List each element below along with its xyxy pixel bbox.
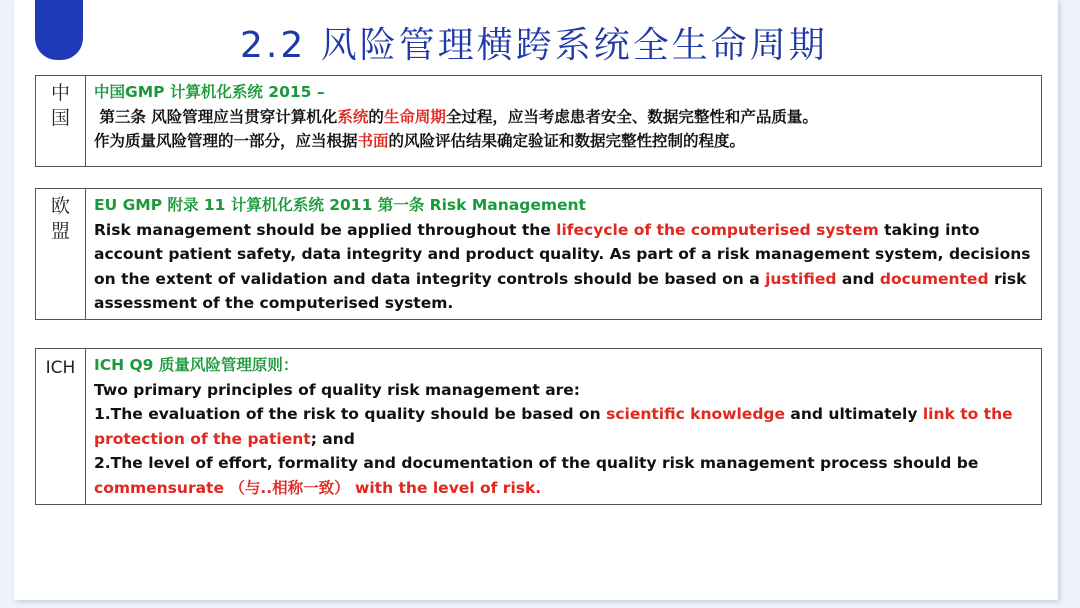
corner-tab-decoration <box>35 0 83 60</box>
china-line1-highlight-lifecycle: 生命周期 <box>383 107 446 126</box>
eu-heading: EU GMP 附录 11 计算机化系统 2011 第一条 Risk Management <box>94 196 586 214</box>
china-label-line1: 中 <box>50 82 70 104</box>
china-line1-text-a: 第三条 风险管理应当贯穿计算机化 <box>99 107 338 126</box>
eu-content <box>86 189 1041 319</box>
ich-principle-1 <box>94 402 1033 451</box>
eu-label-line2: 盟 <box>50 220 70 242</box>
eu-highlight-documented: documented <box>879 269 989 288</box>
ich-highlight-patient-protection: link to the protection of the patient <box>94 405 1013 448</box>
china-line1 <box>94 105 1033 130</box>
ich-intro-text: Two primary principles of quality risk management are: <box>94 380 581 399</box>
eu-body-text-b: taking into account patient safety, data integrity and product quality. As part of a risk management system, decisions on the extent of validation and data integrity controls should be based on a <box>94 220 1031 288</box>
ich-label: ICH <box>36 349 86 504</box>
ich-highlight-commensurate: commensurate （与..相称一致） with the level of risk. <box>94 478 542 497</box>
china-line2-text-b: 的风险评估结果确定验证和数据完整性控制的程度。 <box>388 132 746 150</box>
china-label <box>36 76 86 166</box>
china-line1-text-c: 全过程，应当考虑患者安全、数据完整性和产品质量。 <box>445 107 818 126</box>
ich-highlight-scientific-knowledge: scientific knowledge <box>606 405 786 423</box>
ich-regulation-box <box>35 348 1042 505</box>
china-line2 <box>94 129 1033 154</box>
ich-principle-2 <box>94 451 1033 476</box>
eu-highlight-lifecycle: lifecycle of the computerised system <box>556 220 879 239</box>
china-line2-text-a: 作为质量风险管理的一部分，应当根据 <box>94 132 358 150</box>
ich-p1-text-b: and ultimately <box>785 405 923 423</box>
china-regulation-box <box>35 75 1042 167</box>
page-title: 2.2 风险管理横跨系统全生命周期 <box>240 25 828 66</box>
china-heading: 中国GMP 计算机化系统 2015 – <box>94 83 325 101</box>
eu-body-text-c: and <box>836 269 880 288</box>
ich-p2-text-a: 2.The level of effort, formality and documentation of the quality risk management process should be <box>94 454 979 472</box>
ich-p1-text-c: ; and <box>310 429 355 448</box>
china-label-line2: 国 <box>50 107 70 129</box>
eu-regulation-box <box>35 188 1042 320</box>
ich-principle-2-cont <box>94 476 1033 501</box>
eu-highlight-justified: justified <box>765 269 837 288</box>
ich-intro <box>94 378 1033 403</box>
eu-label-line1: 欧 <box>50 195 70 217</box>
ich-heading: ICH Q9 质量风险管理原则： <box>94 356 299 374</box>
china-content <box>86 76 1041 166</box>
china-line1-text-b: 的 <box>368 107 384 126</box>
ich-content <box>86 349 1041 504</box>
eu-body-text-a: Risk management should be applied throughout the <box>94 220 557 239</box>
eu-body-text-d: risk assessment of the computerised system. <box>94 269 1027 312</box>
china-line2-highlight-written: 书面 <box>357 132 389 150</box>
eu-label <box>36 189 86 319</box>
china-line1-highlight-system: 系统 <box>337 107 369 126</box>
eu-body <box>94 218 1033 316</box>
ich-p1-text-a: 1.The evaluation of the risk to quality should be based on <box>94 405 607 423</box>
